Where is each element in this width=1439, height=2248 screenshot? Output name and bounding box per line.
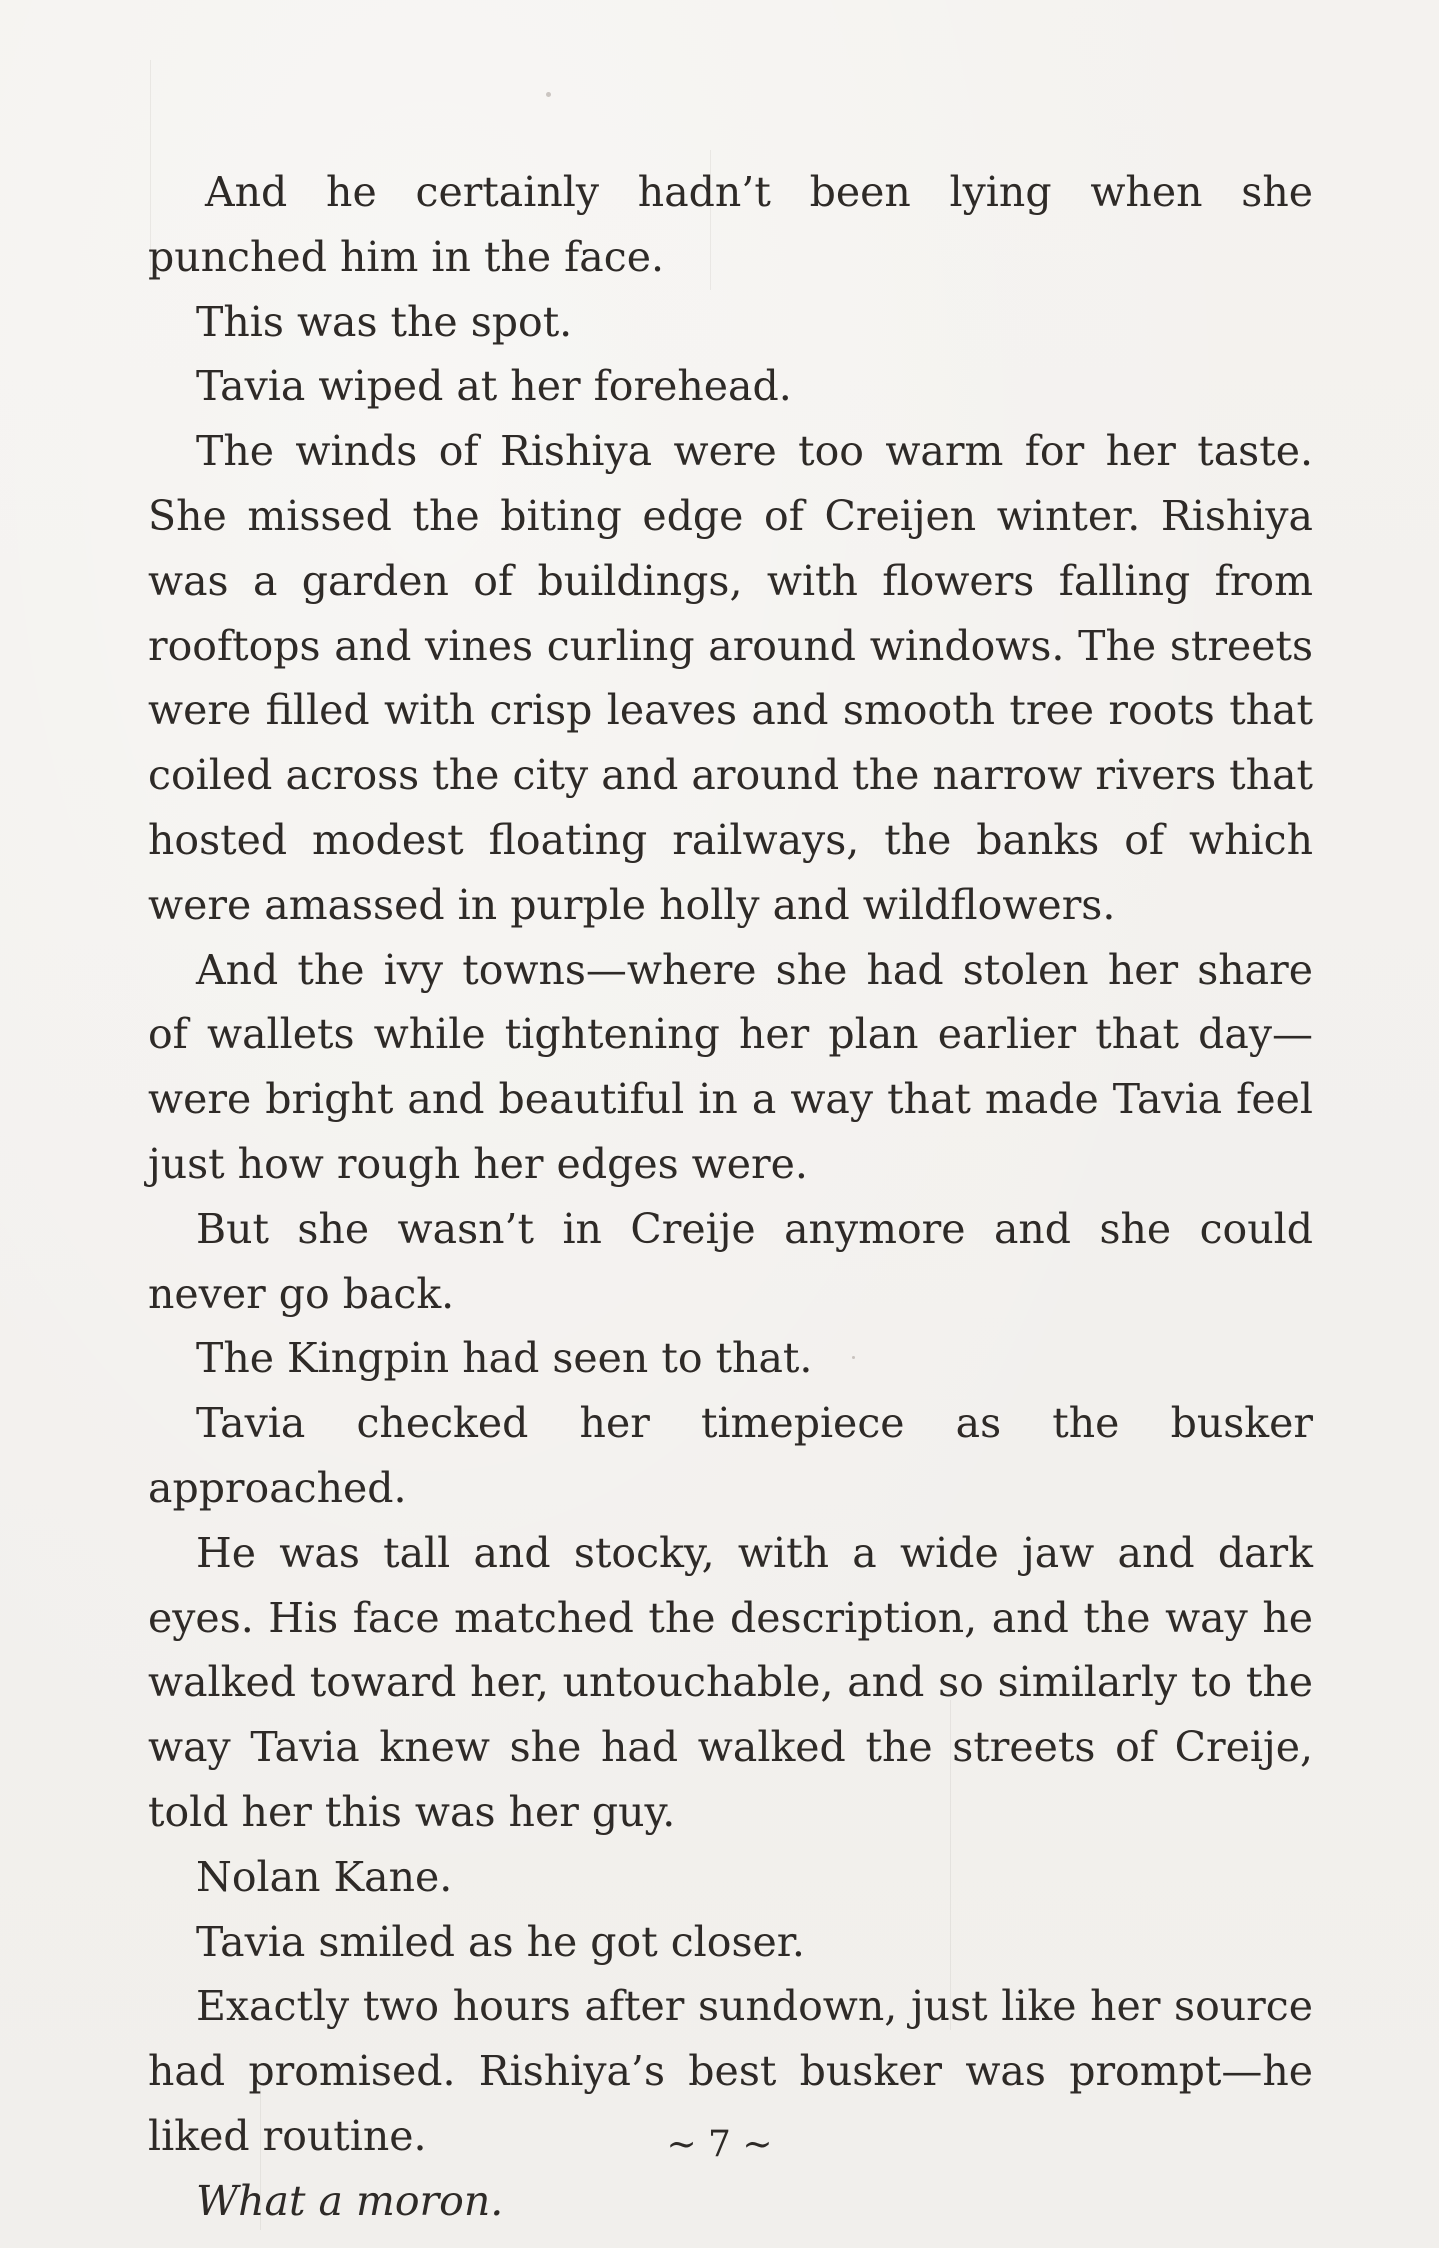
paragraph: The winds of Rishiya were too warm for her taste. She missed the biting edge of Creijen winter. Rishiya was a garden of buildings, with flowers falling from rooftops and vines curling around windows. The streets were filled with crisp leaves and smooth tree roots that coiled across the city and around the narrow rivers that hosted modest floating railways, the banks of which were amassed in purple holly and wildflowers. bbox=[148, 427, 1313, 929]
paragraph: He was tall and stocky, with a wide jaw and dark eyes. His face matched the description, and the way he walked toward her, untouchable, and so similarly to the way Tavia knew she had walked the streets of Creije, told her this was her guy. bbox=[148, 1528, 1313, 1836]
italic-text: What a moron. bbox=[196, 2176, 504, 2225]
body-text bbox=[148, 160, 1313, 2234]
paragraph: Tavia checked her timepiece as the busker approached. bbox=[148, 1399, 1313, 1512]
paragraph-italic bbox=[148, 2169, 1313, 2234]
paragraph: This was the spot. bbox=[196, 297, 573, 346]
paragraph: Tavia wiped at her forehead. bbox=[196, 362, 792, 411]
paragraph: The Kingpin had seen to that. bbox=[196, 1334, 813, 1383]
paragraph: Exactly two hours after sundown, just like her source had promised. Rishiya’s best busker was prompt—he liked routine. bbox=[148, 1982, 1313, 2160]
paragraph: But she wasn’t in Creije anymore and she could never go back. bbox=[148, 1204, 1313, 1318]
paragraph: Nolan Kane. bbox=[196, 1852, 453, 1901]
paragraph: Tavia smiled as he got closer. bbox=[196, 1917, 805, 1966]
paper-speck bbox=[546, 92, 551, 97]
page-number: ~ 7 ~ bbox=[666, 2124, 773, 2165]
paragraph: And the ivy towns—where she had stolen her share of wallets while tightening her plan earlier that day—were bright and beautiful in a way that made Tavia feel just how rough her edges were. bbox=[148, 945, 1313, 1188]
paragraph: And he certainly hadn’t been lying when she punched him in the face. bbox=[148, 168, 1313, 281]
